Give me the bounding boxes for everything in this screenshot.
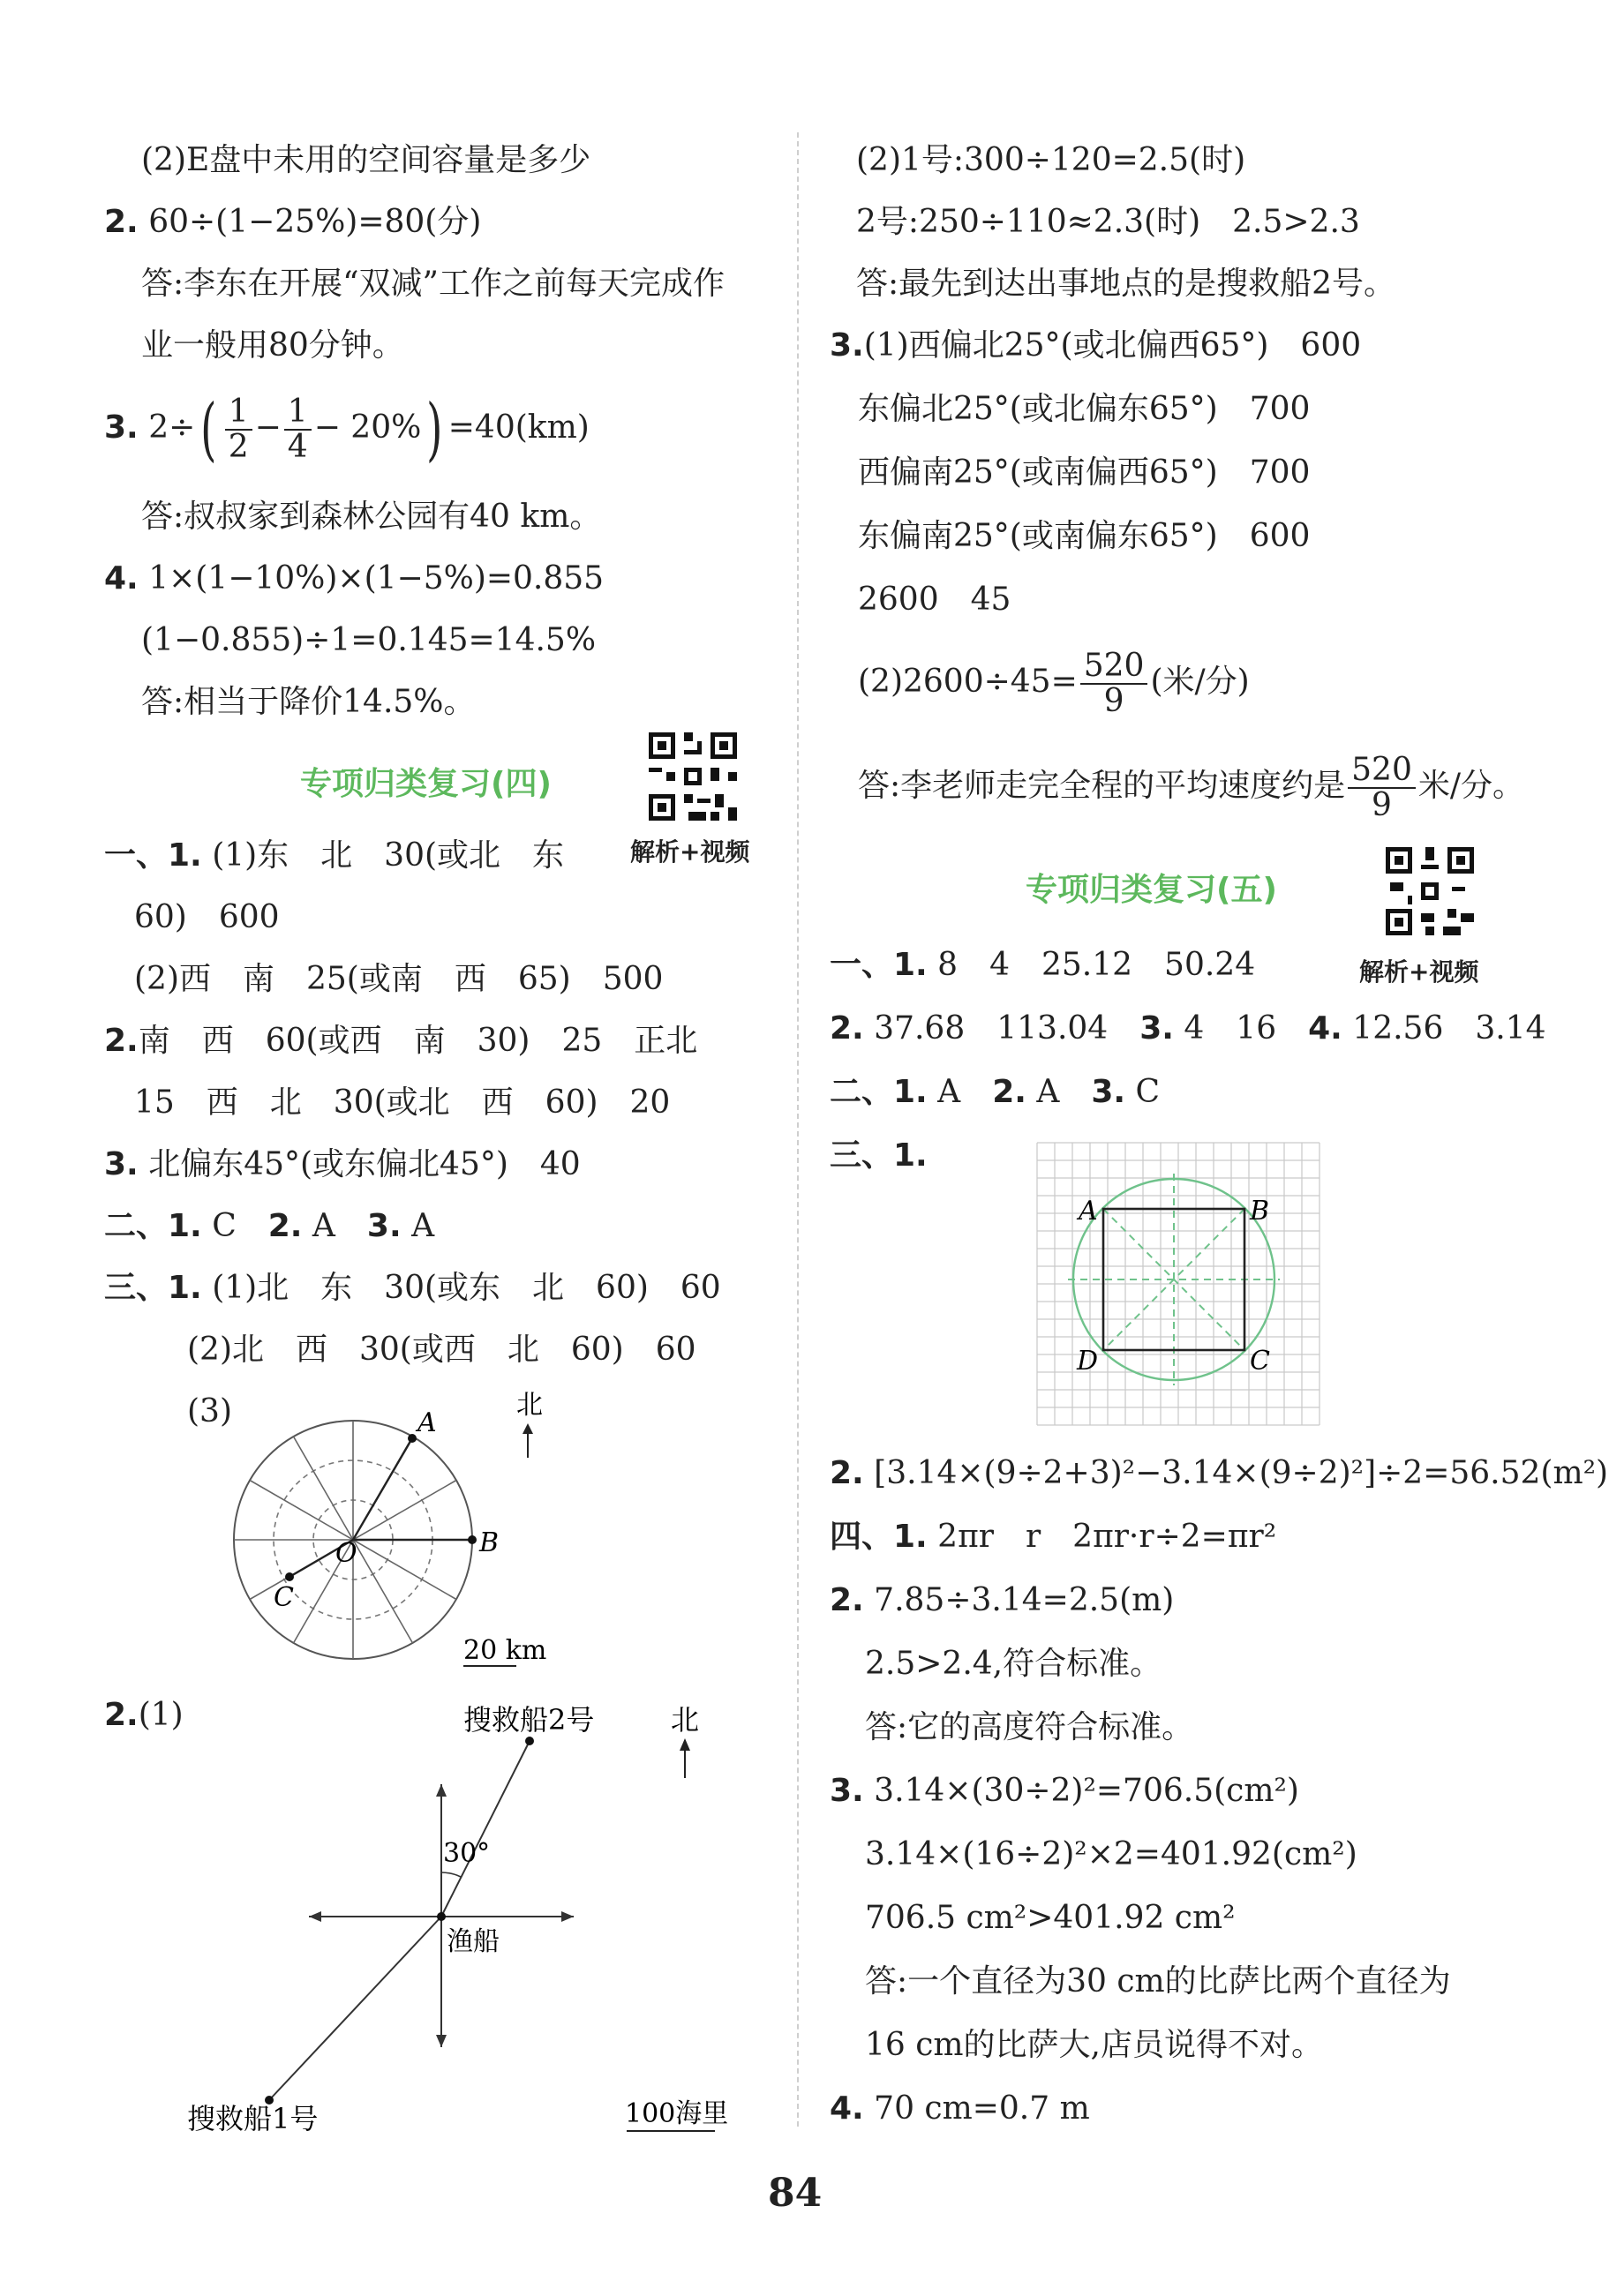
answer-line: 答:李老师走完全程的平均速度约是 $\frac{520}{9}$ 米/分。 bbox=[858, 752, 1524, 823]
answer-line: (3) bbox=[187, 1393, 232, 1429]
grid-square-diagram bbox=[1033, 1138, 1324, 1429]
answer-line: (2)北 西 30(或西 北 60) 60 bbox=[187, 1332, 696, 1368]
fraction: $\frac{520}{9}$ bbox=[1348, 754, 1416, 822]
label-d: D bbox=[1077, 1346, 1099, 1377]
scale-label: 100海里 bbox=[625, 2098, 729, 2129]
answer-line: 三、1. bbox=[830, 1137, 928, 1174]
expression-line: (1−0.855)÷1=0.145=14.5% bbox=[141, 622, 597, 658]
question-3: 3. 2÷( $\frac{1}{2}$ − $\frac{1}{4}$ − 20%) =40(km) bbox=[104, 390, 590, 469]
text-line: (2)E盘中未用的空间容量是多少 bbox=[141, 142, 591, 178]
qr-code-icon[interactable] bbox=[644, 728, 741, 825]
answer-line: 2. 7.85÷3.14=2.5(m) bbox=[830, 1582, 1175, 1618]
answer-line: 3.(1)西偏北25°(或北偏西65°) 600 bbox=[830, 327, 1362, 364]
label-b: B bbox=[479, 1527, 500, 1558]
answer-line: 3. 3.14×(30÷2)²=706.5(cm²) bbox=[830, 1773, 1299, 1809]
answer-line: 2.(1) bbox=[104, 1697, 184, 1733]
answer-line: 答:叔叔家到森林公园有40 km。 bbox=[141, 499, 602, 535]
point-a bbox=[408, 1434, 417, 1443]
answer-line: 3.14×(16÷2)²×2=401.92(cm²) bbox=[865, 1836, 1357, 1872]
question-2: 2. 60÷(1−25%)=80(分) bbox=[104, 204, 482, 240]
answer-line: (2)2600÷45= $\frac{520}{9}$ (米/分) bbox=[858, 648, 1250, 719]
answer-line: 二、1. A 2. A 3. C bbox=[830, 1074, 1161, 1110]
fraction: $\frac{1}{4}$ bbox=[284, 395, 312, 464]
answer-line: 东偏北25°(或北偏东65°) 700 bbox=[858, 391, 1311, 427]
answer-line: 15 西 北 30(或北 西 60) 20 bbox=[134, 1084, 671, 1121]
answer-line: 3. 北偏东45°(或东偏北45°) 40 bbox=[104, 1146, 581, 1182]
answer-line: 2. [3.14×(9÷2+3)²−3.14×(9÷2)²]÷2=56.52(m²) bbox=[830, 1455, 1609, 1491]
ship2-point bbox=[525, 1737, 534, 1745]
answer-line: 答:相当于降价14.5%。 bbox=[141, 684, 476, 720]
answer-line: 业一般用80分钟。 bbox=[141, 327, 404, 364]
label-b: B bbox=[1250, 1196, 1270, 1227]
qr-caption: 解析+视频 bbox=[630, 837, 750, 867]
answer-line: 二、1. C 2. A 3. A bbox=[104, 1208, 435, 1244]
fishing-boat-label: 渔船 bbox=[447, 1926, 500, 1957]
rescue-map-diagram bbox=[168, 1685, 768, 2144]
qr-caption: 解析+视频 bbox=[1359, 957, 1479, 987]
point-b bbox=[468, 1535, 477, 1544]
north-label: 北 bbox=[671, 1703, 700, 1737]
answer-line: 东偏南25°(或南偏东65°) 600 bbox=[858, 518, 1311, 554]
answer-line: 四、1. 2πr r 2πr·r÷2=πr² bbox=[830, 1519, 1277, 1555]
answer-line: 60) 600 bbox=[134, 899, 280, 935]
ship2-label: 搜救船2号 bbox=[463, 1703, 595, 1737]
label-o: O bbox=[335, 1538, 357, 1569]
fraction: $\frac{1}{2}$ bbox=[225, 395, 252, 464]
answer-line: 三、1. (1)北 东 30(或东 北 60) 60 bbox=[104, 1270, 721, 1306]
answer-line: 答:它的高度符合标准。 bbox=[865, 1709, 1194, 1745]
text-line: 2号:250÷110≈2.3(时) 2.5>2.3 bbox=[856, 204, 1360, 240]
label-a: A bbox=[1079, 1196, 1098, 1227]
answer-line: 16 cm的比萨大,店员说得不对。 bbox=[865, 2027, 1323, 2063]
angle-arc bbox=[441, 1872, 461, 1877]
answer-line: 2.5>2.4,符合标准。 bbox=[865, 1646, 1162, 1682]
page-number: 84 bbox=[768, 2171, 823, 2216]
answer-line: 一、1. 8 4 25.12 50.24 bbox=[830, 947, 1256, 983]
fishing-boat-point bbox=[437, 1912, 446, 1921]
answer-line: 一、1. (1)东 北 30(或北 东 bbox=[104, 837, 565, 874]
point-c bbox=[285, 1572, 294, 1581]
answer-line: 2.南 西 60(或西 南 30) 25 正北 bbox=[104, 1023, 698, 1059]
answer-line: 2600 45 bbox=[858, 582, 1011, 618]
angle-label: 30° bbox=[443, 1838, 491, 1869]
answer-line: 706.5 cm²>401.92 cm² bbox=[865, 1900, 1236, 1936]
text-line: (2)1号:300÷120=2.5(时) bbox=[856, 142, 1246, 178]
column-divider bbox=[797, 132, 799, 2127]
answer-line: 答:最先到达出事地点的是搜救船2号。 bbox=[856, 266, 1396, 302]
label-a: A bbox=[417, 1407, 437, 1438]
section-title: 专项归类复习(五) bbox=[1026, 872, 1277, 908]
label-c: C bbox=[1250, 1346, 1270, 1377]
north-label: 北 bbox=[516, 1390, 543, 1421]
answer-line: 4. 70 cm=0.7 m bbox=[830, 2090, 1090, 2127]
answer-line: 答:李东在开展“双减”工作之前每天完成作 bbox=[141, 266, 725, 302]
answer-line: 答:一个直径为30 cm的比萨比两个直径为 bbox=[865, 1963, 1451, 2000]
fraction: $\frac{520}{9}$ bbox=[1080, 649, 1148, 718]
polar-diagram bbox=[225, 1385, 578, 1668]
north-arrowhead-icon bbox=[680, 1738, 690, 1751]
answer-line: 2. 37.68 113.04 3. 4 16 4. 12.56 3.14 bbox=[830, 1010, 1546, 1047]
north-arrowhead-icon bbox=[523, 1423, 533, 1434]
qr-code-icon[interactable] bbox=[1381, 843, 1478, 940]
section-title: 专项归类复习(四) bbox=[300, 766, 552, 802]
question-4: 4. 1×(1−10%)×(1−5%)=0.855 bbox=[104, 560, 605, 597]
label-c: C bbox=[274, 1582, 294, 1613]
scale-label: 20 km bbox=[463, 1635, 547, 1666]
answer-line: (2)西 南 25(或南 西 65) 500 bbox=[134, 961, 664, 997]
ship1-label: 搜救船1号 bbox=[187, 2102, 319, 2135]
answer-line: 西偏南25°(或南偏西65°) 700 bbox=[858, 454, 1311, 491]
